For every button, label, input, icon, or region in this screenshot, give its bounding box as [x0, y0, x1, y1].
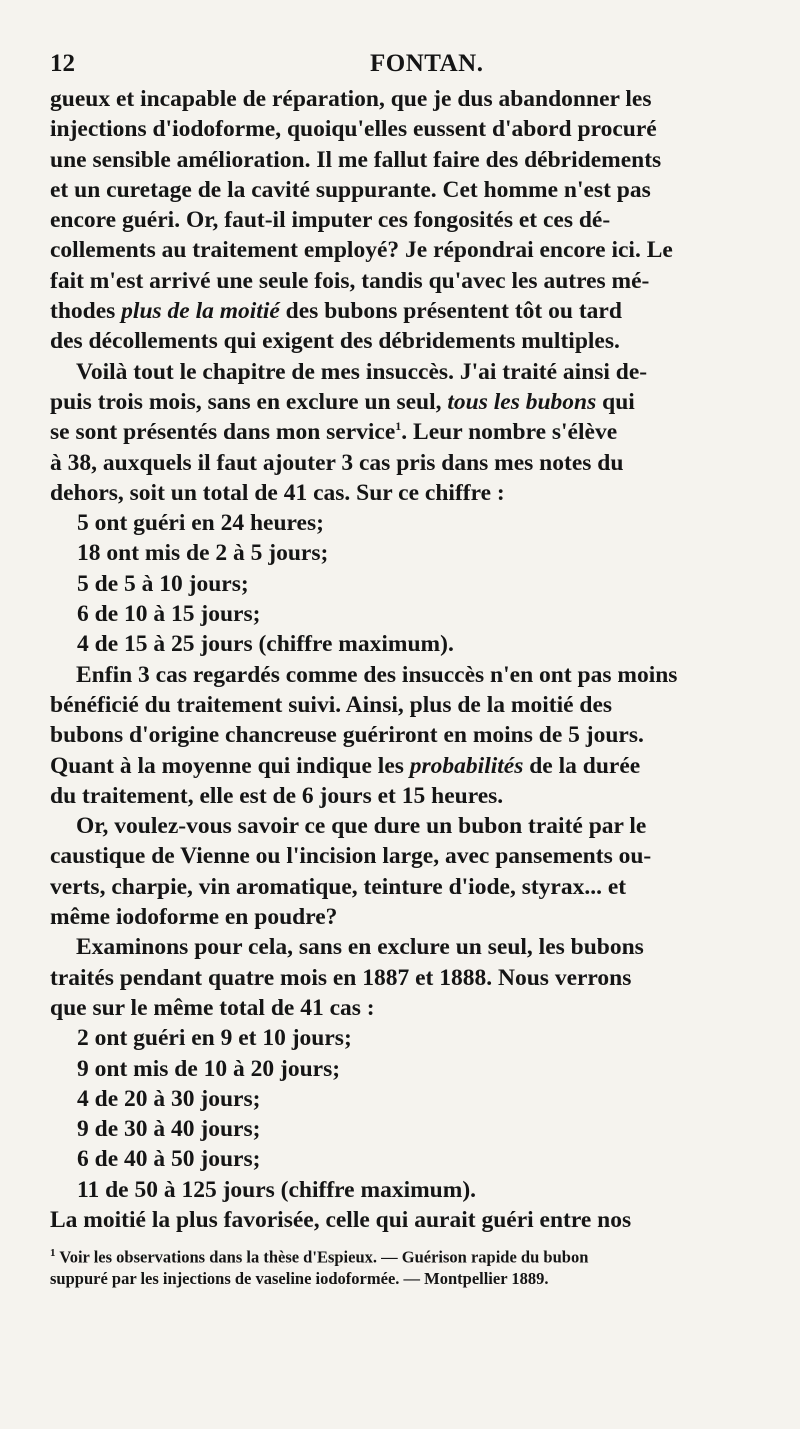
page	[50, 50, 760, 1289]
list-item: 4 de 20 à 30 jours;	[77, 1085, 261, 1112]
footnote	[50, 1243, 760, 1289]
text-run: Quant à la moyenne qui indique les	[50, 752, 410, 779]
results-list-2	[50, 1023, 760, 1205]
text-line: même iodoforme en poudre?	[50, 904, 338, 931]
text-line: Enfin 3 cas regardés comme des insuccès n'en ont pas moins	[76, 661, 678, 688]
text-line: verts, charpie, vin aromatique, teinture d'iode, styrax... et	[50, 873, 627, 900]
paragraph-4	[50, 811, 760, 932]
page-number: 12	[50, 50, 75, 77]
text-run: Voir les observations dans la thèse d'Espieux. — Guérison rapide du bubon	[55, 1247, 589, 1267]
list-item: 2 ont guéri en 9 et 10 jours;	[77, 1025, 352, 1052]
text-line	[50, 417, 760, 447]
text-line: encore guéri. Or, faut-il imputer ces fongosités et ces dé-	[50, 207, 611, 234]
list-item: 6 de 10 à 15 jours;	[77, 601, 261, 628]
text-line: bénéficié du traitement suivi. Ainsi, plus de la moitié des	[50, 691, 613, 718]
text-line: du traitement, elle est de 6 jours et 15 heures.	[50, 782, 504, 809]
text-run: de la durée	[523, 752, 641, 779]
body-text	[50, 84, 760, 1235]
footnote-marker: 1	[50, 1247, 56, 1260]
list-item: 5 ont guéri en 24 heures;	[77, 510, 324, 537]
text-line: La moitié la plus favorisée, celle qui aurait guéri entre nos	[50, 1206, 632, 1233]
footnote-reference[interactable]: 1	[395, 419, 402, 434]
text-line: collements au traitement employé? Je répondrai encore ici. Le	[50, 237, 673, 264]
paragraph-5	[50, 932, 760, 1023]
footnote-line	[50, 1243, 760, 1268]
text-line: Voilà tout le chapitre de mes insuccès. J'ai traité ainsi de-	[76, 358, 648, 385]
text-run: des bubons présentent tôt ou tard	[279, 298, 622, 325]
text-line: gueux et incapable de réparation, que je dus abandonner les	[50, 86, 652, 112]
text-line	[50, 751, 760, 781]
text-line: injections d'iodoforme, quoiqu'elles eussent d'abord procuré	[50, 116, 657, 143]
results-list-1	[50, 508, 760, 659]
italic-emphasis: tous les bubons	[447, 388, 597, 415]
footnote-line: suppuré par les injections de vaseline iodoformée. — Montpellier 1889.	[50, 1268, 549, 1288]
list-item: 18 ont mis de 2 à 5 jours;	[77, 540, 329, 567]
list-item: 4 de 15 à 25 jours (chiffre maximum).	[77, 631, 454, 658]
italic-emphasis: plus de la moitié	[121, 298, 280, 325]
list-item: 6 de 40 à 50 jours;	[77, 1146, 261, 1173]
paragraph-3	[50, 660, 760, 811]
text-line: caustique de Vienne ou l'incision large, avec pansements ou-	[50, 843, 652, 870]
text-line: une sensible amélioration. Il me fallut faire des débridements	[50, 146, 662, 173]
text-line: Or, voulez-vous savoir ce que dure un bubon traité par le	[76, 813, 647, 840]
paragraph-6	[50, 1205, 760, 1235]
text-run: se sont présentés dans mon service	[50, 419, 396, 446]
list-item: 11 de 50 à 125 jours (chiffre maximum).	[77, 1176, 477, 1203]
text-line: Examinons pour cela, sans en exclure un seul, les bubons	[76, 934, 644, 961]
text-line	[50, 387, 760, 417]
text-line: des décollements qui exigent des débridements multiples.	[50, 328, 620, 355]
text-line: bubons d'origine chancreuse guériront en moins de 5 jours.	[50, 722, 644, 749]
text-line: fait m'est arrivé une seule fois, tandis qu'avec les autres mé-	[50, 267, 650, 294]
list-item: 5 de 5 à 10 jours;	[77, 570, 249, 597]
text-run: qui	[596, 388, 635, 415]
text-line: que sur le même total de 41 cas :	[50, 994, 375, 1021]
running-head: FONTAN.	[370, 50, 484, 77]
text-line: et un curetage de la cavité suppurante. Cet homme n'est pas	[50, 176, 651, 203]
page-header	[50, 50, 760, 84]
text-line: dehors, soit un total de 41 cas. Sur ce chiffre :	[50, 479, 505, 506]
text-run: thodes	[50, 298, 122, 325]
italic-emphasis: probabilités	[409, 752, 524, 779]
text-line	[50, 296, 760, 326]
paragraph-1	[50, 84, 760, 357]
list-item: 9 de 30 à 40 jours;	[77, 1116, 261, 1143]
text-run: puis trois mois, sans en exclure un seul,	[50, 388, 448, 415]
text-line: à 38, auxquels il faut ajouter 3 cas pris dans mes notes du	[50, 449, 624, 476]
text-line: traités pendant quatre mois en 1887 et 1888. Nous verrons	[50, 964, 632, 991]
paragraph-2	[50, 357, 760, 508]
text-run: . Leur nombre s'élève	[401, 419, 618, 446]
list-item: 9 ont mis de 10 à 20 jours;	[77, 1055, 341, 1082]
